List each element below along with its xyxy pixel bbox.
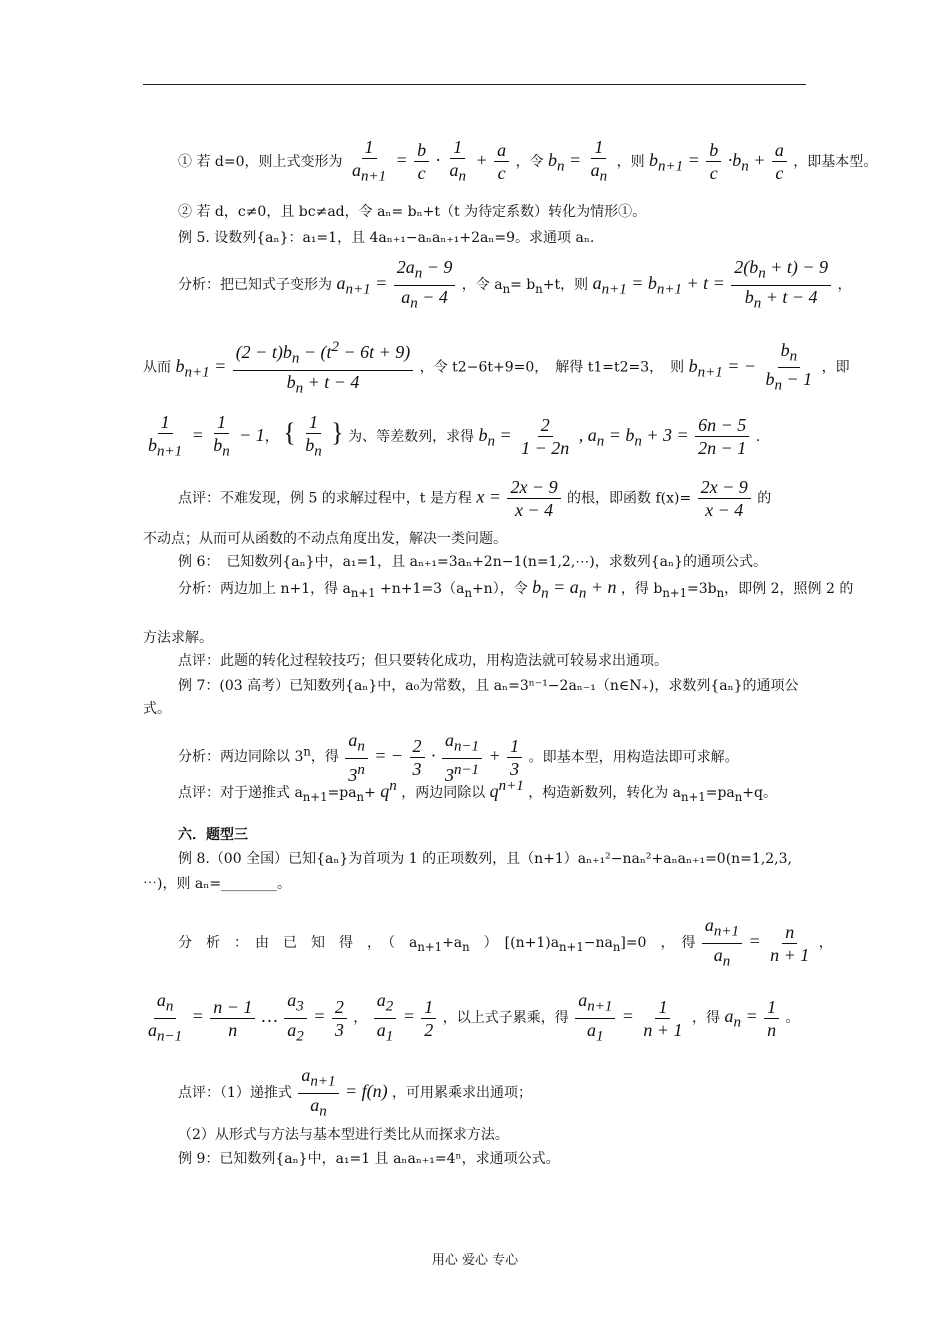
line-analysis-8: 分 析 ： 由 已 知 得 ， （ $a_{n+1}+a_n$ ） $[(n+1)a_{n+1}-na_n]=0$ ， 得 $\frac{a_{n+1}}{a_n}$ = $\frac{n}{n + 1}$ ， — [178, 915, 833, 970]
line-method: 方法求解。 — [143, 630, 213, 646]
page-footer: 用心 爱心 专心 — [431, 1253, 519, 1268]
line-example-7: 例 7：(03 高考）已知数列{aₙ}中，a₀为常数，且 aₙ=3ⁿ⁻¹−2aₙ₋₁（n∈N₊)，求数列{aₙ}的通项公 — [178, 678, 799, 694]
line-case-1: ① 若 d=0，则上式变形为 $\frac{1}{a_{n+1}}$ = $\frac{b}{c}$ · $\frac{1}{a_n}$ + $\frac{a}{c}$ ，令 $b_n$ = $\frac{1}{a_n}$ ，则 $b_{n+1}$ = $\frac{b}{c}$ $\cdot b_n$ + $\frac{a}{c}$ ，即基本型。 — [178, 137, 878, 185]
line-analysis-5: 分析：把已知式子变形为 $a_{n+1}$ = $\frac{2a_n - 9}{a_n - 4}$ ，令 $a_n= b_n+t$，则 $a_{n+1} = b_{n+1} + t$ = $\frac{2(b_n + t) - 9}{b_n + t - 4}$ ， — [178, 257, 852, 312]
section-heading: 六．题型三 — [178, 827, 248, 843]
line-comment-5: 点评：不难发现，例 5 的求解过程中，t 是方程 x = $\frac{2x - 9}{x - 4}$ 的根，即函数 f(x)= $\frac{2x - 9}{x - 4}$ 的 — [178, 477, 772, 520]
line-comment-8-2: （2）从形式与方法与基本型进行类比从而探求方法。 — [178, 1127, 509, 1143]
line-from-then: 从而 $b_{n+1}$ = $\frac{(2 - t)b_n - (t^2 - 6t + 9)}{b_n + t - 4}$ ，令 t2−6t+9=0， 解得 t1=t2=3， 则 $b_{n+1}$ = − $\frac{b_n}{b_n - 1}$ ，即 — [143, 336, 850, 399]
line-example-6: 例 6： 已知数列{aₙ}中，a₁=1，且 aₙ₊₁=3aₙ+2n−1(n=1,2,⋯)，求数列{aₙ}的通项公式。 — [178, 554, 767, 570]
line-case-2: ② 若 d，c≠0，且 bc≠ad，令 aₙ= bₙ+t（t 为待定系数）转化为情形①。 — [178, 204, 647, 220]
header-rule — [143, 84, 806, 85]
line-example-7-end: 式。 — [143, 701, 171, 717]
line-example-8: 例 8.（00 全国）已知{aₙ}为首项为 1 的正项数列，且（n+1）aₙ₊₁²−naₙ²+aₙaₙ₊₁=0(n=1,2,3, — [178, 851, 792, 867]
line-result-5: $\frac{1}{b_{n+1}}$ = $\frac{1}{b_n}$ − 1， { $\frac{1}{b_n}$ } 为、等差数列，求得 $b_n$ = $\frac{2}{1 - 2n}$ , $a_n = b_n + 3$ = $\frac{6n - 5}{2n - 1}$ . — [148, 412, 761, 460]
line-analysis-7: 分析：两边同除以 3$^n$，得 $\frac{a_n}{3^n}$ = − $\frac{2}{3}$ · $\frac{a_{n-1}}{3^{n-1}}$ + $\frac{1}{3}$ 。即基本型，用构造法即可求解。 — [178, 730, 739, 785]
line-example-9: 例 9：已知数列{aₙ}中，a₁=1 且 aₙaₙ₊₁=4ⁿ，求通项公式。 — [178, 1151, 560, 1167]
line-comment-6: 点评：此题的转化过程较技巧；但只要转化成功，用构造法就可较易求出通项。 — [178, 653, 668, 669]
line-comment-7: 点评：对于递推式 $a_{n+1}=pa_n+ q^n$ ，两边同除以 $q^{n+1}$ ，构造新数列，转化为 $a_{n+1}=pa_n+q$。 — [178, 778, 777, 804]
line-example-8-end: ⋯)，则 aₙ=________。 — [143, 876, 292, 892]
line-product: $\frac{a_n}{a_{n-1}}$ = $\frac{n - 1}{n}$ … $\frac{a_3}{a_2}$ = $\frac{2}{3}$ ， $\frac{a_2}{a_1}$ = $\frac{1}{2}$ ，以上式子累乘，得 $\frac{a_{n+1}}{a_1}$ = $\frac{1}{n + 1}$ ，得 $a_n$ = $\frac{1}{n}$ 。 — [148, 990, 800, 1045]
line-analysis-6: 分析：两边加上 n+1，得 $a_{n+1} +n+1=3(a_n+n)$，令 $b_n = a_n + n$ ，得 $b_{n+1}=3b_n$，即例 2，照例 2 的 — [178, 577, 854, 602]
line-fixed-point: 不动点；从而可从函数的不动点角度出发，解决一类问题。 — [143, 531, 507, 547]
line-example-5: 例 5. 设数列{aₙ}：a₁=1，且 4aₙ₊₁−aₙaₙ₊₁+2aₙ=9。求通项 aₙ. — [178, 230, 595, 246]
line-comment-8-1: 点评：（1）递推式 $\frac{a_{n+1}}{a_n}$ = f(n) ，可用累乘求出通项； — [178, 1065, 533, 1120]
